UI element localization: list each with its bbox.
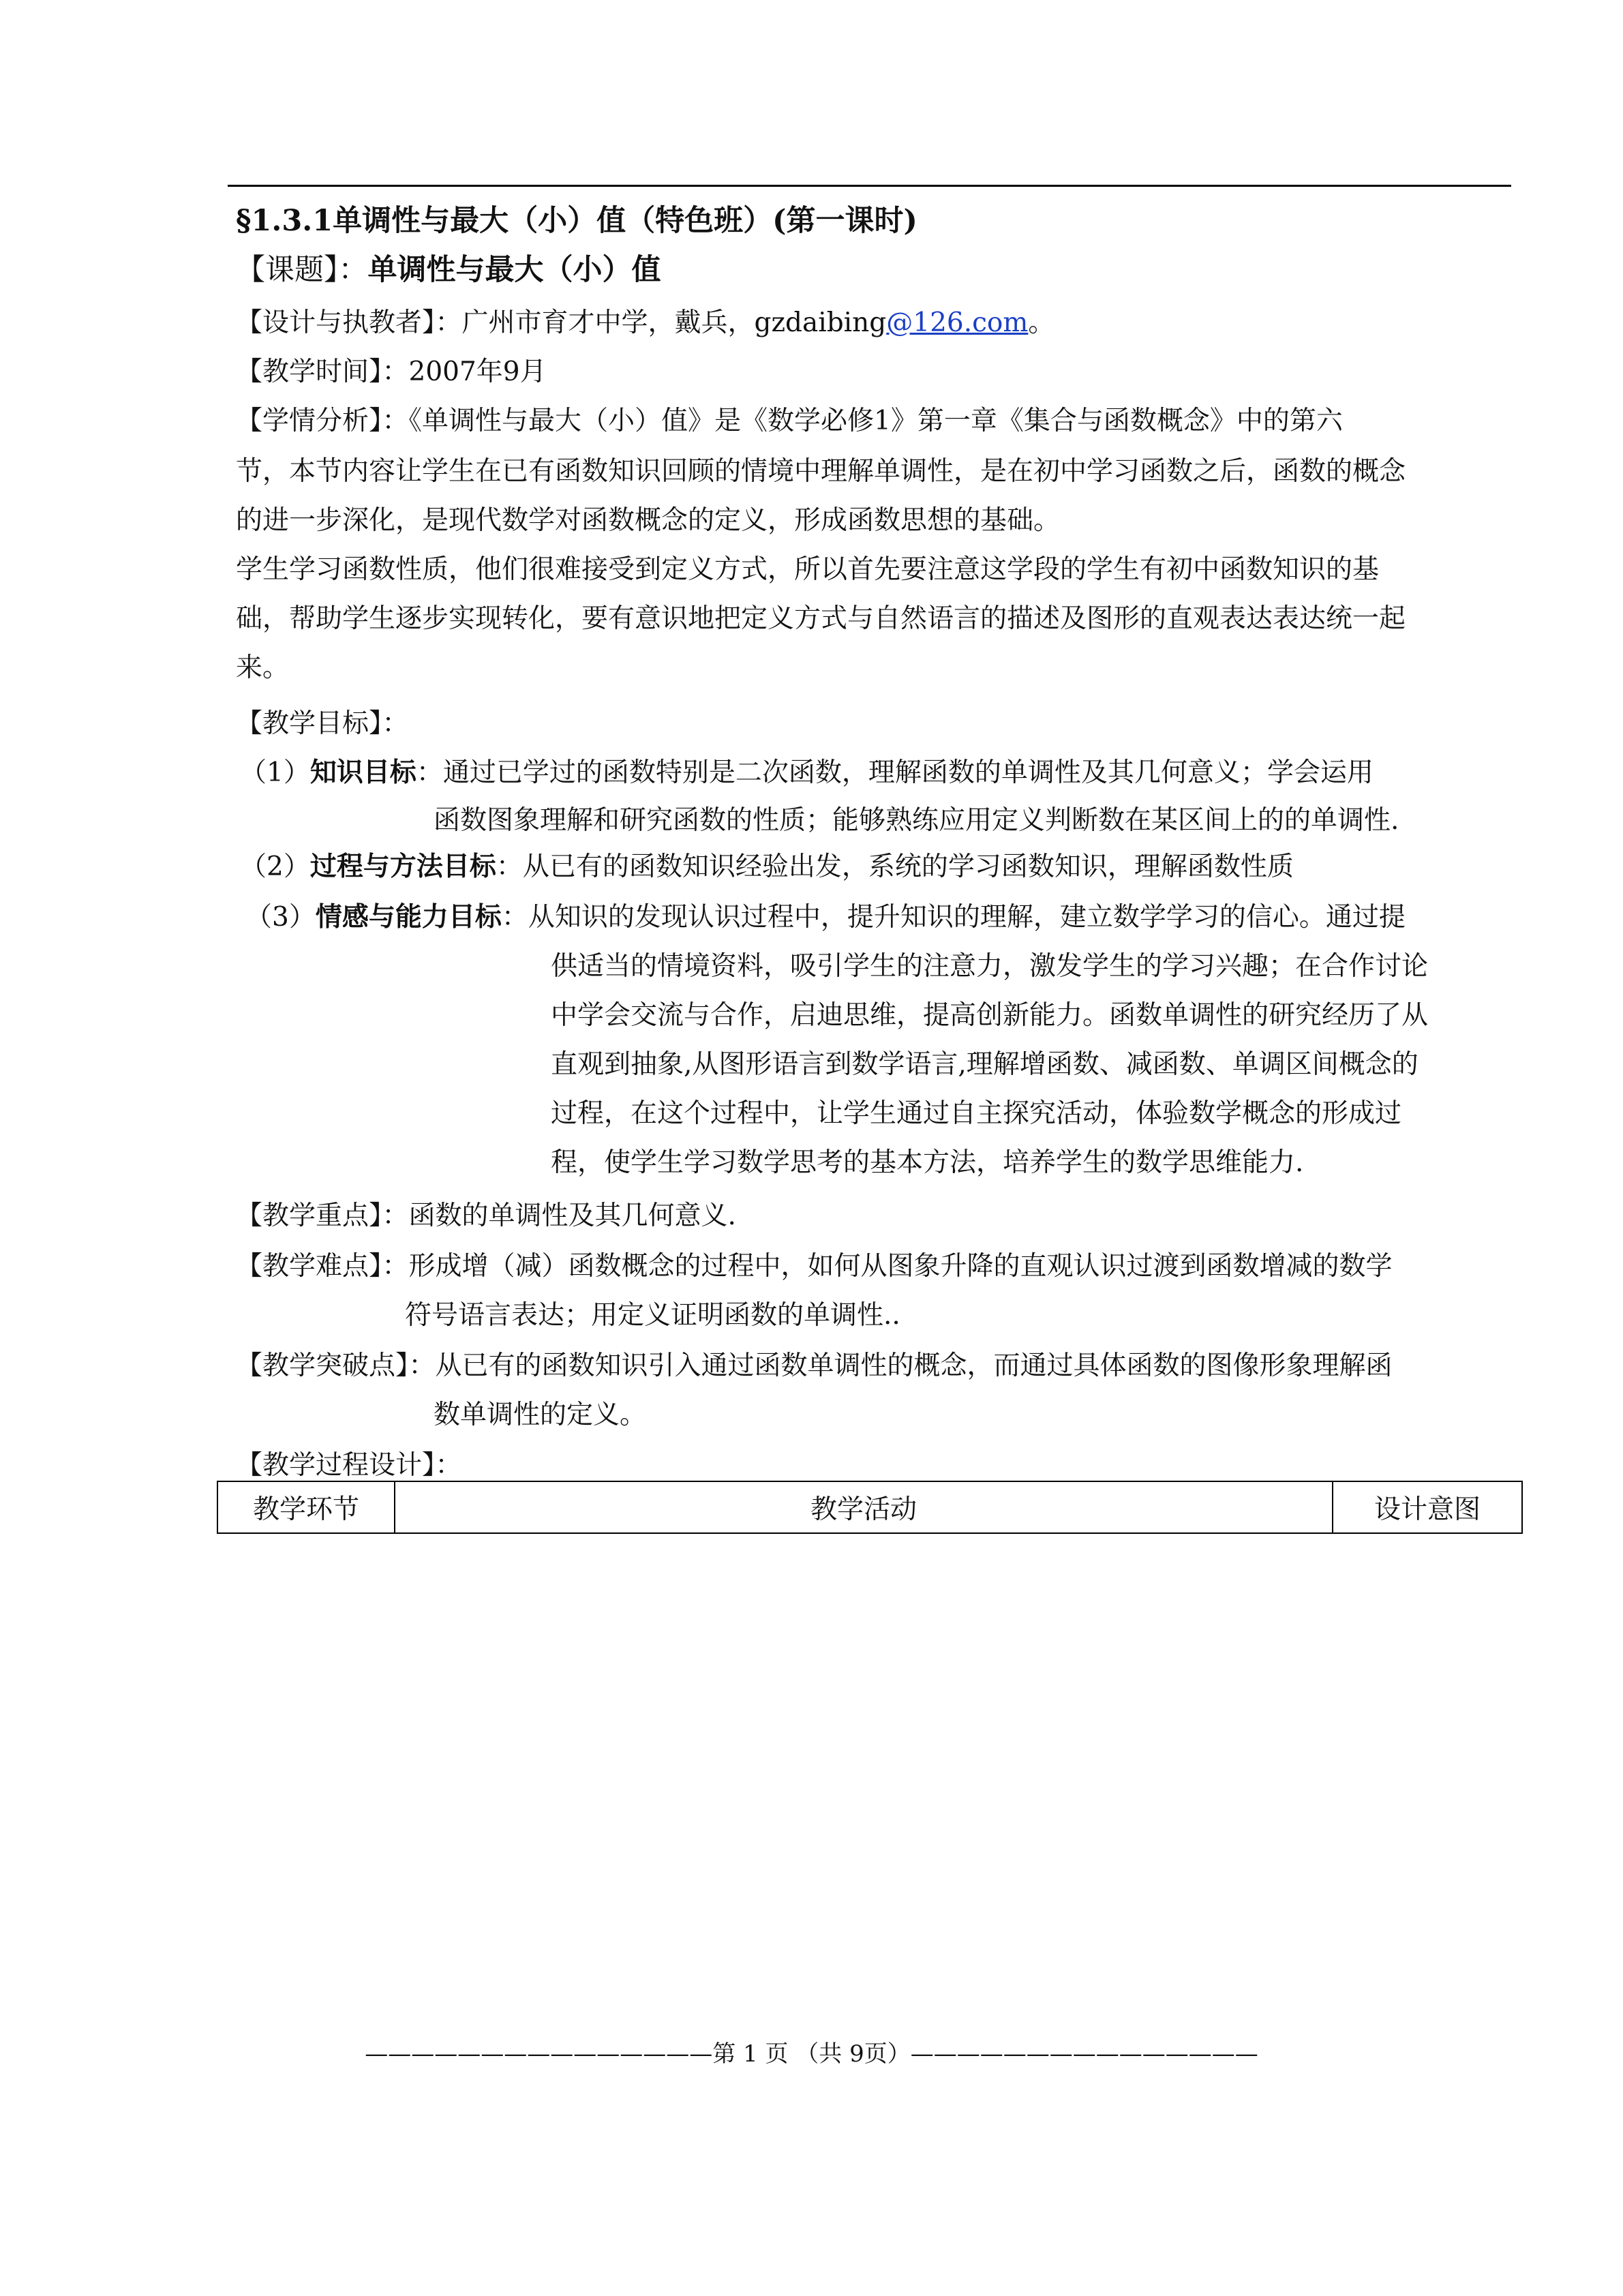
designer-label: 【设计与执教者】： [236, 307, 462, 338]
designer-line [236, 301, 1055, 339]
time-line [236, 350, 547, 389]
goal-3-line-5: 过程，在这个过程中，让学生通过自主探究活动，体验数学概念的形成过 [551, 1098, 1402, 1129]
analysis-line-6: 来。 [236, 652, 290, 683]
breakthrough-text: 从已有的函数知识引入通过函数单调性的概念，而通过具体函数的图像形象理解函 [435, 1350, 1393, 1381]
analysis-line-5: 础，帮助学生逐步实现转化，要有意识地把定义方式与自然语言的描述及图形的直观表达表达统一起 [236, 603, 1406, 634]
breakthrough-line-2: 数单调性的定义。 [434, 1400, 647, 1430]
process-table [217, 1481, 1523, 1534]
focus-label: 【教学重点】： [236, 1200, 409, 1231]
goal-1-num: （1） [240, 757, 310, 788]
analysis-line-1 [236, 399, 1343, 438]
analysis-text: 《单调性与最大（小）值》是《数学必修1》第一章《集合与函数概念》中的第六 [408, 406, 1343, 436]
page-title: §1.3.1单调性与最大（小）值（特色班）(第一课时) [236, 204, 917, 238]
difficulty-line-2: 符号语言表达；用定义证明函数的单调性.. [405, 1300, 900, 1331]
col-activity: 教学活动 [395, 1481, 1333, 1533]
difficulty-label: 【教学难点】： [236, 1251, 409, 1282]
goal-2-num: （2） [240, 851, 310, 882]
designer-text: 广州市育才中学，戴兵，gzdaibing [461, 307, 887, 338]
goal-1-sep: ： [416, 757, 443, 788]
goal-3-sep: ： [501, 902, 528, 933]
goal-1-title: 知识目标 [309, 757, 416, 788]
col-intent: 设计意图 [1333, 1481, 1522, 1533]
analysis-label: 【学情分析】： [236, 406, 409, 436]
topic-line [236, 247, 661, 288]
goal-3-text: 从知识的发现认识过程中，提升知识的理解，建立数学学习的信心。通过提 [528, 902, 1406, 933]
time-label: 【教学时间】： [236, 357, 409, 387]
designer-tail: 。 [1028, 307, 1055, 338]
page-footer: ———————————————第 1 页 （共 9页）——————————————— [365, 2040, 1258, 2068]
goal-3-line-6: 程，使学生学习数学思考的基本方法，培养学生的数学思维能力. [551, 1147, 1304, 1178]
difficulty-text: 形成增（减）函数概念的过程中，如何从图象升降的直观认识过渡到函数增减的数学 [408, 1251, 1393, 1282]
goal-3-num: （3） [245, 902, 316, 933]
goal-2 [240, 845, 1294, 883]
goal-1-text: 通过已学过的函数特别是二次函数，理解函数的单调性及其几何意义；学会运用 [442, 757, 1374, 788]
goal-1 [240, 751, 1374, 789]
goal-3-line-4: 直观到抽象,从图形语言到数学语言,理解增函数、减函数、单调区间概念的 [551, 1049, 1419, 1080]
goal-3-line-2: 供适当的情境资料，吸引学生的注意力，激发学生的学习兴趣；在合作讨论 [551, 951, 1429, 982]
col-stage: 教学环节 [217, 1481, 395, 1533]
goal-2-sep: ： [496, 851, 523, 882]
analysis-line-2: 节，本节内容让学生在已有函数知识回顾的情境中理解单调性，是在初中学习函数之后，函数的概念 [236, 456, 1406, 487]
analysis-line-4: 学生学习函数性质，他们很难接受到定义方式，所以首先要注意这学段的学生有初中函数知识的基 [236, 554, 1380, 585]
breakthrough-line-1 [236, 1344, 1393, 1383]
process-label: 【教学过程设计】： [236, 1450, 462, 1481]
goal-2-title: 过程与方法目标 [309, 851, 496, 882]
goal-2-text: 从已有的函数知识经验出发，系统的学习函数知识，理解函数性质 [522, 851, 1294, 882]
goal-3-line-3: 中学会交流与合作，启迪思维，提高创新能力。函数单调性的研究经历了从 [551, 1000, 1429, 1031]
goal-3-title: 情感与能力目标 [315, 901, 502, 933]
breakthrough-label: 【教学突破点】： [236, 1350, 436, 1381]
difficulty-line-1 [236, 1245, 1393, 1283]
goal-3 [245, 896, 1406, 934]
topic-value: 单调性与最大（小）值 [367, 253, 661, 287]
time-value: 2007年9月 [408, 357, 547, 387]
focus-line [236, 1194, 736, 1233]
analysis-line-3: 的进一步深化，是现代数学对函数概念的定义，形成函数思想的基础。 [236, 505, 1061, 536]
focus-value: 函数的单调性及其几何意义. [408, 1200, 736, 1231]
table-header-row [217, 1481, 1522, 1533]
top-rule [228, 185, 1511, 187]
goals-label: 【教学目标】： [236, 708, 409, 739]
email-link[interactable]: @126.com [886, 307, 1029, 338]
goal-1-line-2: 函数图象理解和研究函数的性质；能够熟练应用定义判断数在某区间上的的单调性. [434, 805, 1399, 836]
topic-label: 【课题】： [236, 253, 368, 287]
